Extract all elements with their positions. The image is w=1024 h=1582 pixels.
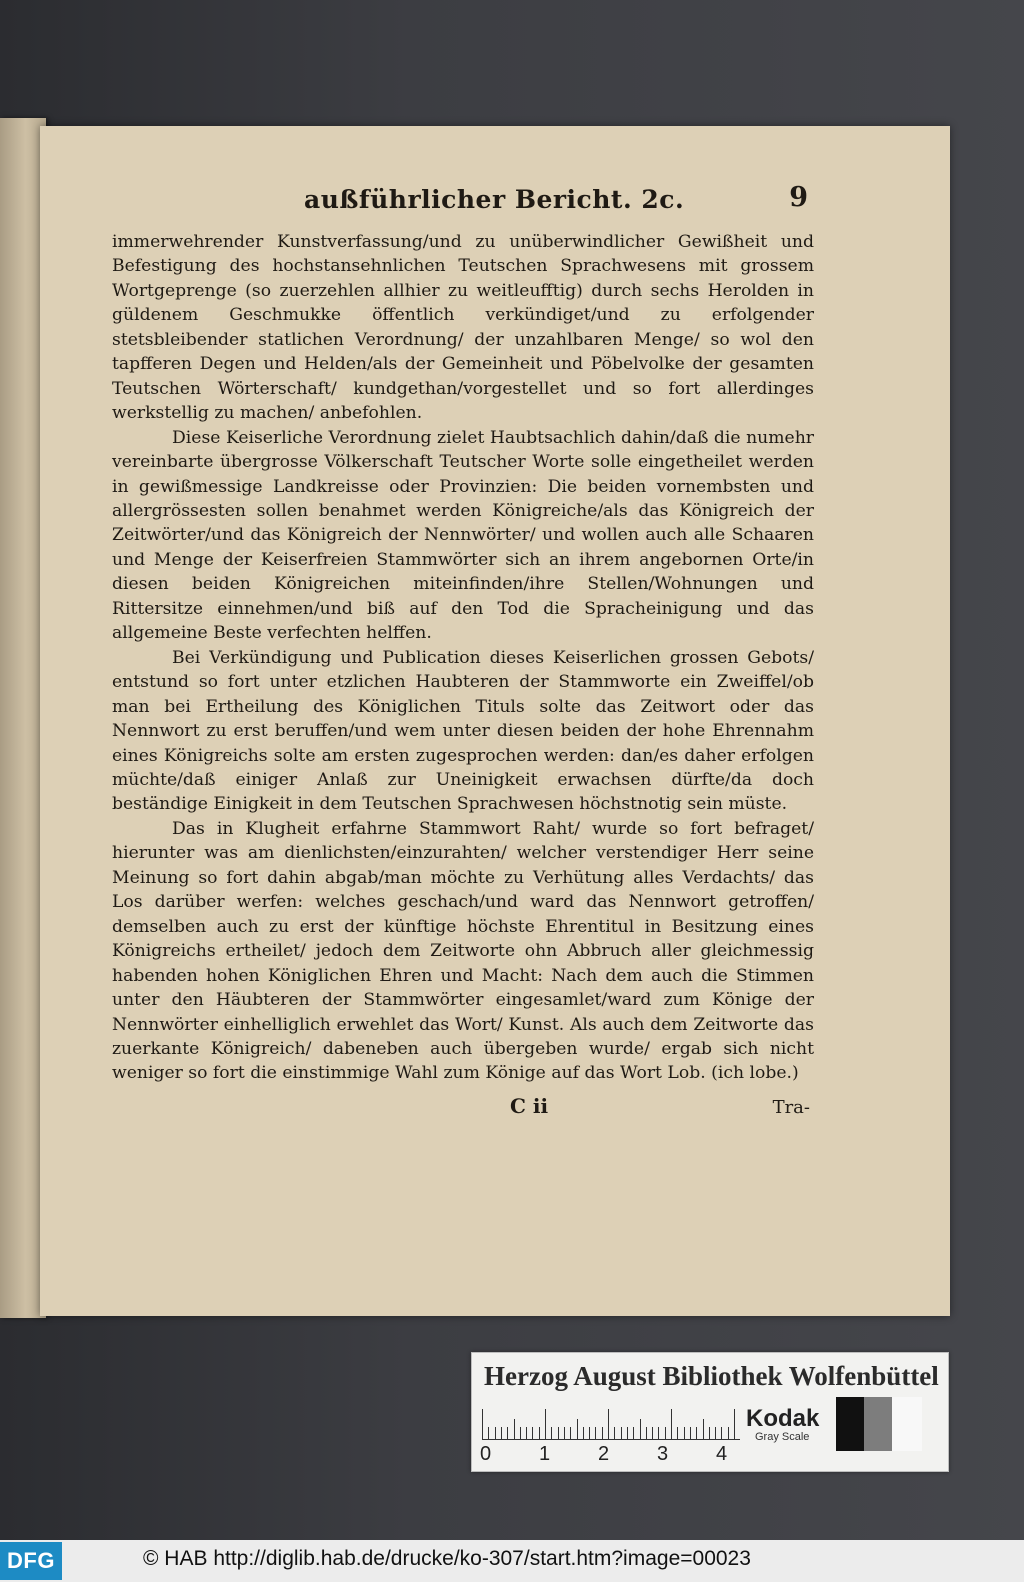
scale-label: 2 (598, 1443, 610, 1465)
ruler-tick (621, 1427, 622, 1439)
paragraph-4: Das in Klugheit erfahrne Stammwort Raht/ wurde so fort befraget/ hierunter was am dienlichsten/einzurahten/ welcher verstendiger Herr seine Meinung so fort dahin abgab/man möchte zu Verhütung alles Verdachts/ das Los darüber werfen: welches geschach/und ward das Nennwort getroffen/ demselben auch zu erst der künftige höchste Ehrentitul in Besitzung eines Königreichs ertheilet/ jedoch dem Zeitworte ohn Abbruch aller gleichmessig habenden hohen Königlichen Ehren und Macht: Nach dem auch die Stimmen unter den Häubteren der Stammwörter eingesamlet/ward zum Könige der Nennwörter einhelliglich erwehlet das Wort/ Kunst. Als auch dem Zeitworte das zuerkante Königreich/ dabeneben auch übergeben wurde/ ergab sich nicht weniger so fort die einstimmige Wahl zum Könige auf das Wort Lob. (ich lobe.) (112, 818, 814, 1084)
ruler-tick (507, 1427, 508, 1439)
ruler-tick (539, 1427, 540, 1439)
scale-label: 0 (480, 1443, 492, 1465)
ruler-tick (646, 1427, 647, 1439)
running-head-title: außführlicher Bericht. 2c. (304, 185, 685, 214)
ruler-tick (715, 1427, 716, 1439)
ruler-tick (545, 1409, 546, 1439)
gray-patch-mid (864, 1397, 892, 1451)
ruler-tick (671, 1409, 672, 1439)
ruler-tick (495, 1427, 496, 1439)
dfg-logo: DFG (0, 1542, 62, 1580)
page-text-block (112, 182, 814, 1124)
ruler-tick (583, 1427, 584, 1439)
ruler-tick (665, 1427, 666, 1439)
kodak-subtitle: Gray Scale (755, 1431, 810, 1443)
ruler-tick (640, 1419, 641, 1439)
ruler-tick (728, 1427, 729, 1439)
signature-mark: C ii (510, 1093, 549, 1118)
kodak-brand: Kodak (746, 1405, 820, 1432)
ruler-tick (690, 1427, 691, 1439)
copyright-link[interactable]: © HAB http://diglib.hab.de/drucke/ko-307/start.htm?image=00023 (143, 1547, 751, 1570)
ruler-tick (551, 1427, 552, 1439)
ruler-tick (482, 1409, 483, 1439)
ruler-tick (677, 1427, 678, 1439)
ruler-tick (652, 1427, 653, 1439)
ruler-tick (658, 1427, 659, 1439)
paragraph-3: Bei Verkündigung und Publication dieses Keiserlichen grossen Gebots/ entstund so fort unter etzlichen Haubteren der Stammworte ein Zweiffel/ob man bei Ertheilung des Königlichen Tituls solte das Zeitwort oder das Nennwort zu erst beruffen/und wem unter diesen beiden der hohe Ehrennahm eines Königreichs solte am ersten zugesprochen werden: dan/es daher erfolgen müchte/daß einiger Anlaß zur Uneinigkeit erwachsen dürfte/da doch beständige Einigkeit in dem Teutschen Sprachwesen höchstnotig sein müste. (112, 647, 814, 815)
ruler-tick (532, 1427, 533, 1439)
scale-label: 1 (539, 1443, 551, 1465)
ruler-tick (488, 1427, 489, 1439)
ruler-tick (564, 1427, 565, 1439)
ruler-tick (614, 1427, 615, 1439)
ruler-tick (602, 1427, 603, 1439)
ruler-tick (526, 1427, 527, 1439)
scale-label: 3 (657, 1443, 669, 1465)
ruler-tick (734, 1409, 735, 1439)
ruler-tick (589, 1427, 590, 1439)
paragraph-1: immerwehrender Kunstverfassung/und zu unüberwindlicher Gewißheit und Befestigung des hochstansehnlichen Teutschen Sprachwesens mit grossem Wortgeprenge (so zuerzehlen allhier zu weitleufftig) durch sechs Herolden in güldenem Geschmukke öffentlich verkündiget/und zu erfolgender stetsbleibender statlichen Verordnung/ der unzahlbaren Menge/ so wol den tapfferen Degen und Helden/als der Gemeinheit und Pöbelvolke der gesamten Teutschen Wörterschaft/ kundgethan/vorgestellet und so fort allerdinges werkstellig zu machen/ anbefohlen. (112, 232, 814, 424)
page-number: 9 (789, 182, 808, 213)
ruler-tick (696, 1427, 697, 1439)
scale-ruler (482, 1405, 740, 1440)
ruler-tick (558, 1427, 559, 1439)
ruler-tick (709, 1427, 710, 1439)
running-head (112, 182, 814, 230)
ruler-tick (684, 1427, 685, 1439)
paragraph-2: Diese Keiserliche Verordnung zielet Haubtsachlich dahin/daß die numehr vereinbarte übergrosse Völkerschaft Teutscher Worte solle eingetheilet werden in gewißmessige Landkreisse oder Provinzien: Die beiden vornembsten und allergrössesten sollen benahmet werden Königreiche/als das Königreich der Zeitwörter/und das Königreich der Nennwörter/ und wollen auch alle Schaaren und Menge der Keiserfreien Stammwörter sich an ihrem angebornen Orte/in diesen beiden Königreichen miteinfinden/ihre Stellen/Wohnungen und Rittersitze einnehmen/und biß auf den Tod die Spracheinigung und das allgemeine Beste verfechten helffen. (112, 427, 814, 644)
gray-patch-white (892, 1397, 922, 1451)
library-name: Herzog August Bibliothek Wolfenbüttel (484, 1361, 939, 1391)
gray-patch-black (836, 1397, 864, 1451)
ruler-tick (501, 1427, 502, 1439)
catchword: Tra- (772, 1096, 810, 1118)
ruler-tick (633, 1427, 634, 1439)
page-foot (112, 1094, 814, 1124)
ruler-tick (520, 1427, 521, 1439)
footer-bar (0, 1540, 1024, 1582)
ruler-tick (577, 1419, 578, 1439)
ruler-tick (570, 1427, 571, 1439)
color-calibration-card (471, 1352, 949, 1472)
scale-label: 4 (716, 1443, 728, 1465)
ruler-tick (595, 1427, 596, 1439)
ruler-tick (608, 1409, 609, 1439)
ruler-tick (703, 1419, 704, 1439)
ruler-tick (721, 1427, 722, 1439)
ruler-tick (627, 1427, 628, 1439)
ruler-tick (514, 1419, 515, 1439)
book-page (40, 126, 950, 1316)
